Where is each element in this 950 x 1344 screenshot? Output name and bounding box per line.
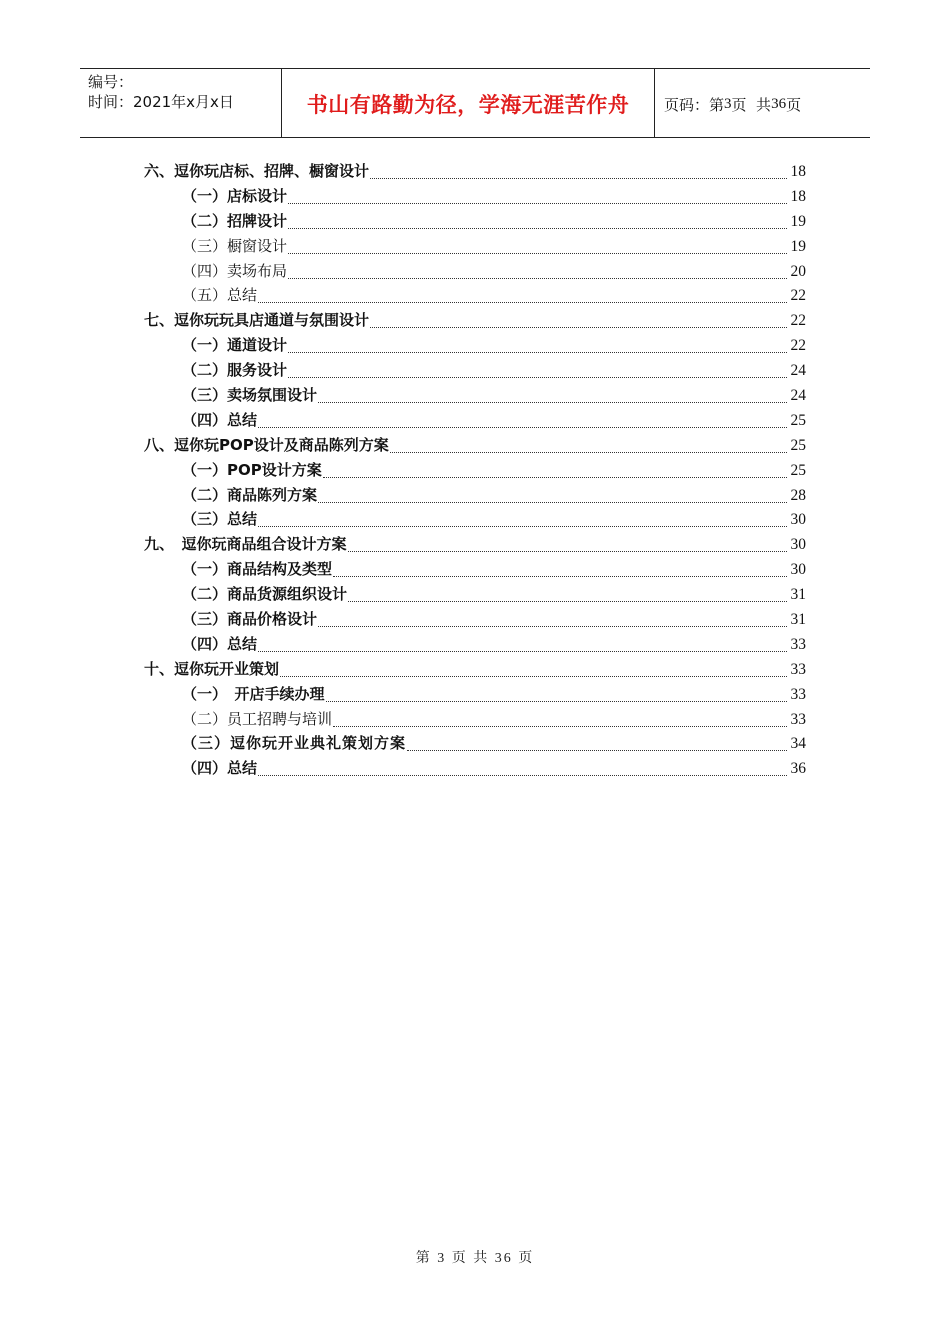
toc-entry-label: （二）商品陈列方案 <box>182 485 318 504</box>
date-label: 时间：2021年x月x日 <box>88 93 234 111</box>
toc-entry[interactable] <box>144 184 806 209</box>
toc-entry[interactable] <box>144 308 806 333</box>
toc-entry-label: （三）橱窗设计 <box>182 236 288 255</box>
toc-leader-dots <box>288 377 787 378</box>
toc-leader-dots <box>318 402 787 403</box>
toc-entry-page: 18 <box>790 187 806 205</box>
toc-leader-dots <box>318 502 787 503</box>
toc-entry[interactable] <box>144 607 806 632</box>
toc-entry[interactable] <box>144 333 806 358</box>
toc-entry[interactable] <box>144 234 806 259</box>
toc-entry[interactable] <box>144 383 806 408</box>
toc-entry-page: 33 <box>790 710 806 728</box>
toc-entry-page: 22 <box>790 337 806 355</box>
toc-entry-label: 十、逗你玩开业策划 <box>144 659 280 678</box>
toc-entry-label: （一） 开店手续办理 <box>182 684 325 703</box>
document-header <box>80 68 870 138</box>
toc-entry-label: （二）服务设计 <box>182 361 288 380</box>
toc-leader-dots <box>318 626 787 627</box>
page-info-total: 36 <box>771 95 787 112</box>
serial-number-label: 编号： <box>88 73 134 91</box>
toc-leader-dots <box>370 178 787 179</box>
toc-leader-dots <box>288 253 787 254</box>
toc-entry-label: （二）商品货源组织设计 <box>182 585 348 604</box>
toc-entry-page: 25 <box>790 461 806 479</box>
toc-entry-page: 22 <box>790 312 806 330</box>
page-info-middle: 页 共 <box>731 95 772 114</box>
toc-entry-page: 30 <box>790 511 806 529</box>
toc-entry-page: 19 <box>790 237 806 255</box>
toc-entry[interactable] <box>144 458 806 483</box>
toc-entry-page: 28 <box>790 486 806 504</box>
toc-entry[interactable] <box>144 682 806 707</box>
toc-entry-page: 30 <box>790 536 806 554</box>
table-of-contents <box>144 159 806 781</box>
toc-leader-dots <box>258 427 787 428</box>
toc-leader-dots <box>326 701 787 702</box>
toc-entry[interactable] <box>144 532 806 557</box>
toc-leader-dots <box>258 526 787 527</box>
toc-entry-page: 31 <box>790 611 806 629</box>
toc-entry[interactable] <box>144 283 806 308</box>
toc-entry-page: 33 <box>790 635 806 653</box>
toc-leader-dots <box>258 302 787 303</box>
toc-entry-page: 24 <box>790 362 806 380</box>
toc-entry-page: 36 <box>790 760 806 778</box>
toc-entry-label: （二）员工招聘与培训 <box>182 709 333 728</box>
toc-entry-label: 七、逗你玩玩具店通道与氛围设计 <box>144 311 370 330</box>
toc-entry[interactable] <box>144 483 806 508</box>
toc-entry[interactable] <box>144 159 806 184</box>
toc-entry-label: （三）逗你玩开业典礼策划方案 <box>182 734 407 753</box>
toc-entry-page: 22 <box>790 287 806 305</box>
toc-leader-dots <box>390 452 787 453</box>
toc-leader-dots <box>258 651 787 652</box>
toc-entry[interactable] <box>144 582 806 607</box>
toc-entry-page: 24 <box>790 387 806 405</box>
toc-leader-dots <box>407 750 787 751</box>
toc-entry[interactable] <box>144 209 806 234</box>
toc-entry[interactable] <box>144 756 806 781</box>
toc-entry-page: 20 <box>790 262 806 280</box>
toc-entry-page: 33 <box>790 685 806 703</box>
toc-entry-label: （四）总结 <box>182 410 258 429</box>
toc-entry[interactable] <box>144 632 806 657</box>
toc-entry-label: （一）商品结构及类型 <box>182 560 333 579</box>
toc-entry-label: （四）卖场布局 <box>182 261 288 280</box>
toc-entry[interactable] <box>144 259 806 284</box>
toc-leader-dots <box>258 775 787 776</box>
toc-entry[interactable] <box>144 657 806 682</box>
toc-entry[interactable] <box>144 557 806 582</box>
toc-entry-page: 25 <box>790 411 806 429</box>
page-info-suffix: 页 <box>786 95 802 114</box>
toc-leader-dots <box>370 327 787 328</box>
toc-entry[interactable] <box>144 731 806 756</box>
toc-entry-label: （三）商品价格设计 <box>182 610 318 629</box>
toc-entry-page: 33 <box>790 660 806 678</box>
toc-entry-label: 八、逗你玩POP设计及商品陈列方案 <box>144 435 389 454</box>
toc-entry-page: 34 <box>790 735 806 753</box>
header-page-info <box>655 69 870 137</box>
toc-entry-page: 19 <box>790 212 806 230</box>
toc-leader-dots <box>288 278 787 279</box>
toc-entry-label: （三）卖场氛围设计 <box>182 386 318 405</box>
toc-entry[interactable] <box>144 507 806 532</box>
toc-leader-dots <box>323 477 787 478</box>
toc-entry-label: （一）POP设计方案 <box>182 460 322 479</box>
toc-leader-dots <box>348 601 787 602</box>
toc-entry-label: （三）总结 <box>182 510 258 529</box>
toc-entry[interactable] <box>144 707 806 732</box>
toc-entry-label: （四）总结 <box>182 759 258 778</box>
toc-entry-label: （一）通道设计 <box>182 336 288 355</box>
toc-entry-label: （五）总结 <box>182 286 258 305</box>
toc-entry[interactable] <box>144 408 806 433</box>
toc-entry-label: （一）店标设计 <box>182 186 288 205</box>
toc-entry-page: 25 <box>790 436 806 454</box>
header-motto-cell <box>282 69 655 137</box>
toc-leader-dots <box>288 352 787 353</box>
toc-entry-label: （四）总结 <box>182 634 258 653</box>
toc-entry-label: 六、逗你玩店标、招牌、橱窗设计 <box>144 162 370 180</box>
footer-page-number: 第 3 页 共 36 页 <box>415 1251 535 1266</box>
toc-entry-page: 18 <box>790 163 806 180</box>
toc-entry[interactable] <box>144 433 806 458</box>
toc-leader-dots <box>333 726 787 727</box>
page-info-prefix: 页码：第 <box>664 95 725 114</box>
motto-text: 书山有路勤为径，学海无涯苦作舟 <box>306 93 630 117</box>
toc-entry-label: （二）招牌设计 <box>182 211 288 230</box>
page-info-current: 3 <box>724 95 732 112</box>
toc-leader-dots <box>288 203 787 204</box>
page-footer <box>0 1247 950 1267</box>
toc-leader-dots <box>333 576 787 577</box>
toc-entry-page: 31 <box>790 586 806 604</box>
toc-entry-label: 九、 逗你玩商品组合设计方案 <box>144 535 347 554</box>
toc-entry-page: 30 <box>790 561 806 579</box>
toc-leader-dots <box>348 551 787 552</box>
toc-entry[interactable] <box>144 358 806 383</box>
toc-leader-dots <box>288 228 787 229</box>
header-meta-cell <box>80 69 282 137</box>
toc-leader-dots <box>280 676 787 677</box>
